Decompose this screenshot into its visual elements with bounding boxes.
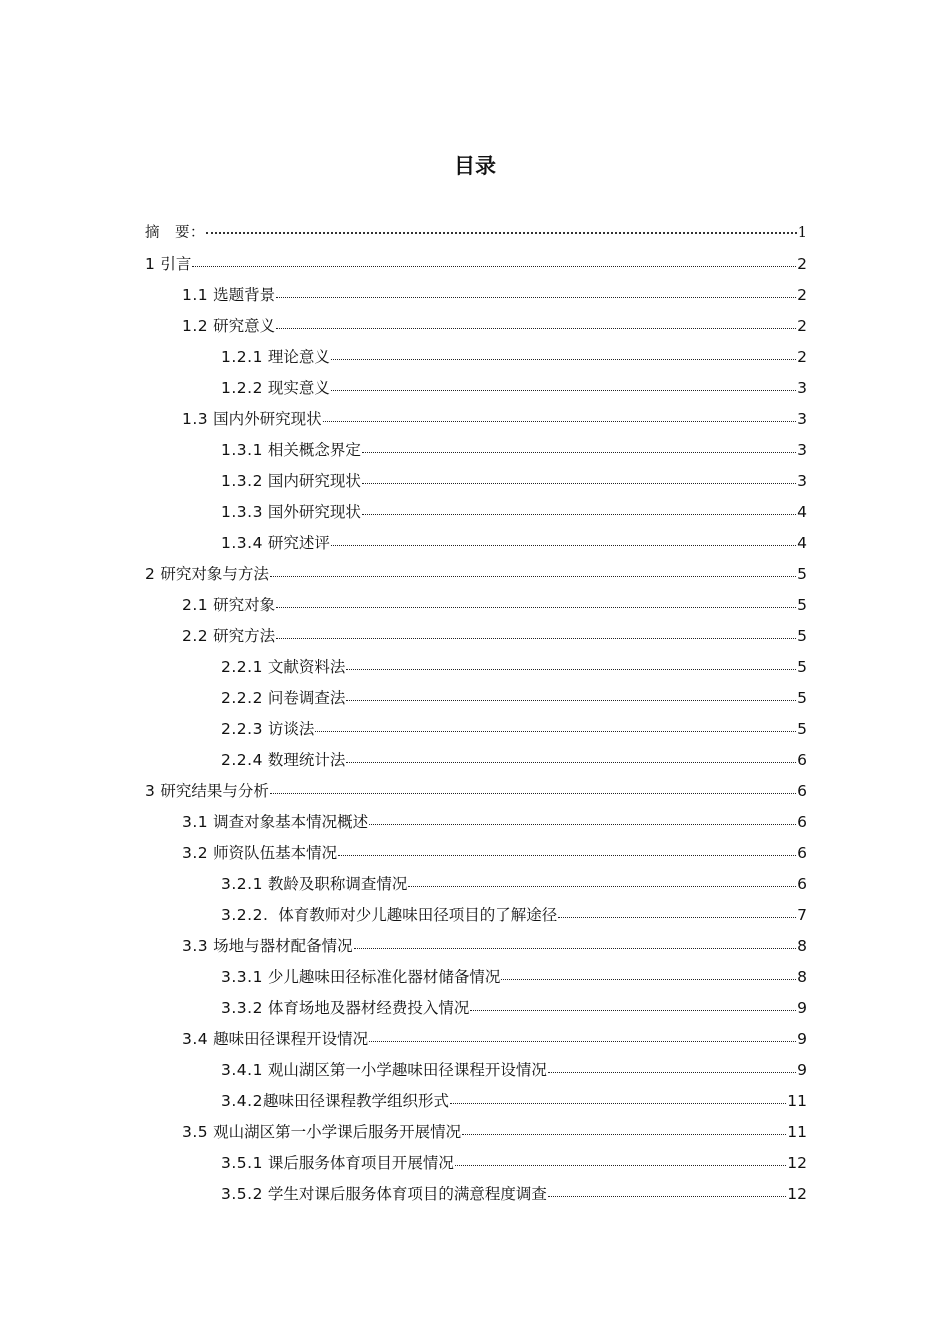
toc-entry-page: 9 <box>797 999 807 1017</box>
toc-entry-label <box>182 838 337 869</box>
dot-leader <box>455 1153 786 1169</box>
toc-entry-text: 场地与器材配备情况 <box>213 937 353 955</box>
toc-entry-text: 学生对课后服务体育项目的满意程度调查 <box>267 1185 547 1203</box>
dot-leader <box>362 502 796 518</box>
toc-entry-page: 3 <box>797 379 807 397</box>
toc-entry-page: 2 <box>797 286 807 304</box>
toc-entry[interactable] <box>145 1148 807 1179</box>
toc-entry[interactable] <box>145 1179 807 1210</box>
toc-entry-number: 2 <box>145 565 156 583</box>
dot-leader <box>270 781 796 797</box>
toc-entry-text: 研究对象与方法 <box>160 565 269 583</box>
toc-entry-page: 1 <box>797 225 807 241</box>
toc-entry[interactable] <box>145 1117 807 1148</box>
dot-leader <box>548 1184 786 1200</box>
toc-entry-number: 3.4 <box>182 1030 209 1048</box>
toc-entry-number: 3.4.2 <box>221 1092 263 1110</box>
toc-entry[interactable] <box>145 373 807 404</box>
toc-entry-page: 5 <box>797 596 807 614</box>
toc-entry[interactable] <box>145 404 807 435</box>
toc-entry-label <box>221 714 314 745</box>
toc-entry-text: 教龄及职称调查情况 <box>267 875 408 893</box>
toc-entry-label <box>182 1117 461 1148</box>
toc-entry-page: 2 <box>797 348 807 366</box>
toc-entry-number: 1.2 <box>182 317 209 335</box>
toc-entry-label <box>221 683 345 714</box>
toc-entry-text: 国外研究现状 <box>267 503 361 521</box>
toc-entry-number: 1.3.4 <box>221 534 263 552</box>
dot-leader <box>276 316 796 332</box>
toc-entry[interactable] <box>145 683 807 714</box>
toc-entry-number: 1.3.1 <box>221 441 263 459</box>
toc-entry-page: 6 <box>797 751 807 769</box>
toc-entry-number: 3.3.1 <box>221 968 263 986</box>
toc-entry-label <box>182 590 275 621</box>
dot-leader <box>331 347 796 363</box>
toc-entry-text: 数理统计法 <box>267 751 346 769</box>
toc-entry-label <box>145 776 269 807</box>
toc-entry-text: 调查对象基本情况概述 <box>213 813 369 831</box>
toc-entry-text: 引言 <box>160 255 192 273</box>
toc-entry[interactable] <box>145 528 807 559</box>
toc-entry-page: 2 <box>797 317 807 335</box>
toc-entry[interactable] <box>145 962 807 993</box>
toc-entry[interactable] <box>145 621 807 652</box>
dot-leader <box>548 1060 796 1076</box>
toc-entry[interactable] <box>145 776 807 807</box>
dot-leader <box>362 440 796 456</box>
toc-entry[interactable] <box>145 838 807 869</box>
toc-entry-page: 5 <box>797 627 807 645</box>
toc-entry-page: 9 <box>797 1030 807 1048</box>
toc-entry-text: 现实意义 <box>267 379 330 397</box>
toc-entry[interactable] <box>145 559 807 590</box>
dot-leader <box>462 1122 786 1138</box>
dot-leader <box>346 688 796 704</box>
dot-leader <box>369 812 796 828</box>
toc-entry[interactable] <box>145 249 807 280</box>
toc-entry-page: 2 <box>797 255 807 273</box>
toc-entry-text: 理论意义 <box>267 348 330 366</box>
toc-entry-number: 2.2.3 <box>221 720 263 738</box>
toc-entry-page: 8 <box>797 937 807 955</box>
toc-entry-number: 1.1 <box>182 286 209 304</box>
toc-entry-text: 趣味田径课程开设情况 <box>213 1030 369 1048</box>
toc-entry[interactable] <box>145 590 807 621</box>
toc-entry-label <box>221 869 407 900</box>
toc-entry[interactable] <box>145 497 807 528</box>
toc-entry-number: 3.4.1 <box>221 1061 263 1079</box>
toc-entry-label <box>221 528 330 559</box>
toc-entry-text: 国内研究现状 <box>267 472 361 490</box>
toc-entry-text: 体育场地及器材经费投入情况 <box>267 999 470 1017</box>
toc-entry[interactable] <box>145 807 807 838</box>
toc-entry-label <box>221 497 361 528</box>
toc-entry-number: 2.2.4 <box>221 751 263 769</box>
toc-entry-number: 3.1 <box>182 813 209 831</box>
dot-leader <box>276 285 796 301</box>
toc-entry-number: 1.3 <box>182 410 209 428</box>
toc-entry-label <box>221 435 361 466</box>
toc-entry-label <box>221 993 469 1024</box>
toc-entry-text: 观山湖区第一小学课后服务开展情况 <box>213 1123 462 1141</box>
toc-entry-number: 3.2 <box>182 844 209 862</box>
toc-entry-text: 研究方法 <box>213 627 276 645</box>
toc-entry-number: 3.2.2. <box>221 906 269 924</box>
toc-entry-page: 4 <box>797 534 807 552</box>
toc-entry-label <box>221 1179 547 1210</box>
toc-entry-label <box>221 1148 454 1179</box>
toc-entry-text: 趣味田径课程教学组织形式 <box>262 1092 449 1110</box>
toc-entry-number: 1.3.3 <box>221 503 263 521</box>
toc-entry-label <box>221 1086 449 1117</box>
toc-entry-label <box>145 249 191 280</box>
toc-entry-text: 选题背景 <box>213 286 276 304</box>
toc-entry-page: 7 <box>797 906 807 924</box>
toc-entry-number: 1.2.1 <box>221 348 263 366</box>
dot-leader <box>206 223 797 238</box>
toc-entry-text: 研究述评 <box>267 534 330 552</box>
dot-leader <box>470 998 796 1014</box>
toc-entry[interactable] <box>145 993 807 1024</box>
toc-entry-label <box>221 962 500 993</box>
toc-entry-text: 国内外研究现状 <box>213 410 322 428</box>
toc-entry-page: 12 <box>787 1154 807 1172</box>
toc-entry[interactable] <box>145 1086 807 1117</box>
dot-leader <box>192 254 796 270</box>
toc-entry-text: 摘 要： <box>145 225 205 241</box>
toc-entry-page: 5 <box>797 720 807 738</box>
dot-leader <box>354 936 797 952</box>
toc-entry-number: 3.5.1 <box>221 1154 263 1172</box>
toc-entry-page: 3 <box>797 441 807 459</box>
toc-entry-page: 12 <box>787 1185 807 1203</box>
toc-entry-page: 5 <box>797 658 807 676</box>
toc-entry[interactable] <box>145 1055 807 1086</box>
toc-entry[interactable] <box>145 466 807 497</box>
dot-leader <box>270 564 796 580</box>
toc-entry-number: 2.2.2 <box>221 689 263 707</box>
toc-entry-page: 3 <box>797 472 807 490</box>
toc-entry-text: 文献资料法 <box>267 658 346 676</box>
toc-entry[interactable] <box>145 900 807 931</box>
toc-entry-label <box>182 1024 368 1055</box>
dot-leader <box>501 967 796 983</box>
toc-entry-text: 问卷调查法 <box>267 689 346 707</box>
toc-entry-label <box>221 652 345 683</box>
toc-entry-page: 8 <box>797 968 807 986</box>
dot-leader <box>362 471 796 487</box>
toc-entry[interactable] <box>145 652 807 683</box>
toc-entry-text: 研究对象 <box>213 596 276 614</box>
toc-entry-number: 1.2.2 <box>221 379 263 397</box>
dot-leader <box>276 595 796 611</box>
dot-leader <box>323 409 797 425</box>
toc-entry[interactable] <box>145 218 807 249</box>
toc-entry[interactable] <box>145 745 807 776</box>
toc-entry-text: 相关概念界定 <box>267 441 361 459</box>
toc-entry-text: 少儿趣味田径标准化器材储备情况 <box>267 968 501 986</box>
toc-entry-text: 研究意义 <box>213 317 276 335</box>
toc-entry-page: 9 <box>797 1061 807 1079</box>
toc-entry[interactable] <box>145 435 807 466</box>
toc-entry[interactable] <box>145 869 807 900</box>
toc-entry-text: 观山湖区第一小学趣味田径课程开设情况 <box>267 1061 547 1079</box>
toc-entry-label <box>182 404 322 435</box>
toc-entry[interactable] <box>145 280 807 311</box>
toc-entry-label <box>145 559 269 590</box>
dot-leader <box>346 657 796 673</box>
toc-entry-page: 3 <box>797 410 807 428</box>
toc-entry-text: 研究结果与分析 <box>160 782 269 800</box>
toc-entry[interactable] <box>145 931 807 962</box>
toc-entry-label <box>145 218 205 249</box>
toc-title: 目录 <box>454 154 496 178</box>
toc-entry-label <box>221 745 345 776</box>
toc-entry-page: 5 <box>797 565 807 583</box>
toc-entry-page: 5 <box>797 689 807 707</box>
toc-entry[interactable] <box>145 311 807 342</box>
toc-entry-page: 6 <box>797 813 807 831</box>
dot-leader <box>331 533 796 549</box>
toc-entry-page: 11 <box>787 1092 807 1110</box>
dot-leader <box>315 719 796 735</box>
toc-entry-label <box>221 466 361 497</box>
toc-entry-label <box>182 621 275 652</box>
toc-entry-label <box>221 900 557 931</box>
toc-entry-label <box>221 1055 547 1086</box>
toc-entry-number: 1.3.2 <box>221 472 263 490</box>
dot-leader <box>338 843 796 859</box>
dot-leader <box>558 905 796 921</box>
toc-entry-label <box>221 373 330 404</box>
toc-entry-text: 访谈法 <box>267 720 315 738</box>
toc-entry-number: 3.2.1 <box>221 875 263 893</box>
toc-entry-number: 3 <box>145 782 156 800</box>
toc-entry-label <box>182 807 368 838</box>
toc-entry-text: 体育教师对少儿趣味田径项目的了解途径 <box>273 906 558 924</box>
toc-entry-page: 6 <box>797 875 807 893</box>
toc-entry-number: 3.3 <box>182 937 209 955</box>
dot-leader <box>346 750 796 766</box>
toc-entry-label <box>182 311 275 342</box>
toc-entry-page: 6 <box>797 782 807 800</box>
dot-leader <box>408 874 796 890</box>
dot-leader <box>450 1091 786 1107</box>
toc-entry-page: 11 <box>787 1123 807 1141</box>
toc-entry-text: 课后服务体育项目开展情况 <box>267 1154 454 1172</box>
dot-leader <box>276 626 796 642</box>
toc-entry-page: 6 <box>797 844 807 862</box>
toc-entry-number: 2.2 <box>182 627 209 645</box>
toc-entry[interactable] <box>145 342 807 373</box>
toc-entry-text: 师资队伍基本情况 <box>213 844 338 862</box>
toc-entry-label <box>221 342 330 373</box>
toc-entry-label <box>182 931 353 962</box>
dot-leader <box>331 378 796 394</box>
table-of-contents <box>145 218 807 1210</box>
toc-entry[interactable] <box>145 1024 807 1055</box>
toc-entry-number: 2.2.1 <box>221 658 263 676</box>
toc-entry-number: 2.1 <box>182 596 209 614</box>
toc-entry-number: 3.5 <box>182 1123 209 1141</box>
toc-entry-number: 3.5.2 <box>221 1185 263 1203</box>
toc-entry-label <box>182 280 275 311</box>
dot-leader <box>369 1029 796 1045</box>
toc-entry-number: 1 <box>145 255 156 273</box>
toc-entry-page: 4 <box>797 503 807 521</box>
toc-entry[interactable] <box>145 714 807 745</box>
toc-entry-number: 3.3.2 <box>221 999 263 1017</box>
